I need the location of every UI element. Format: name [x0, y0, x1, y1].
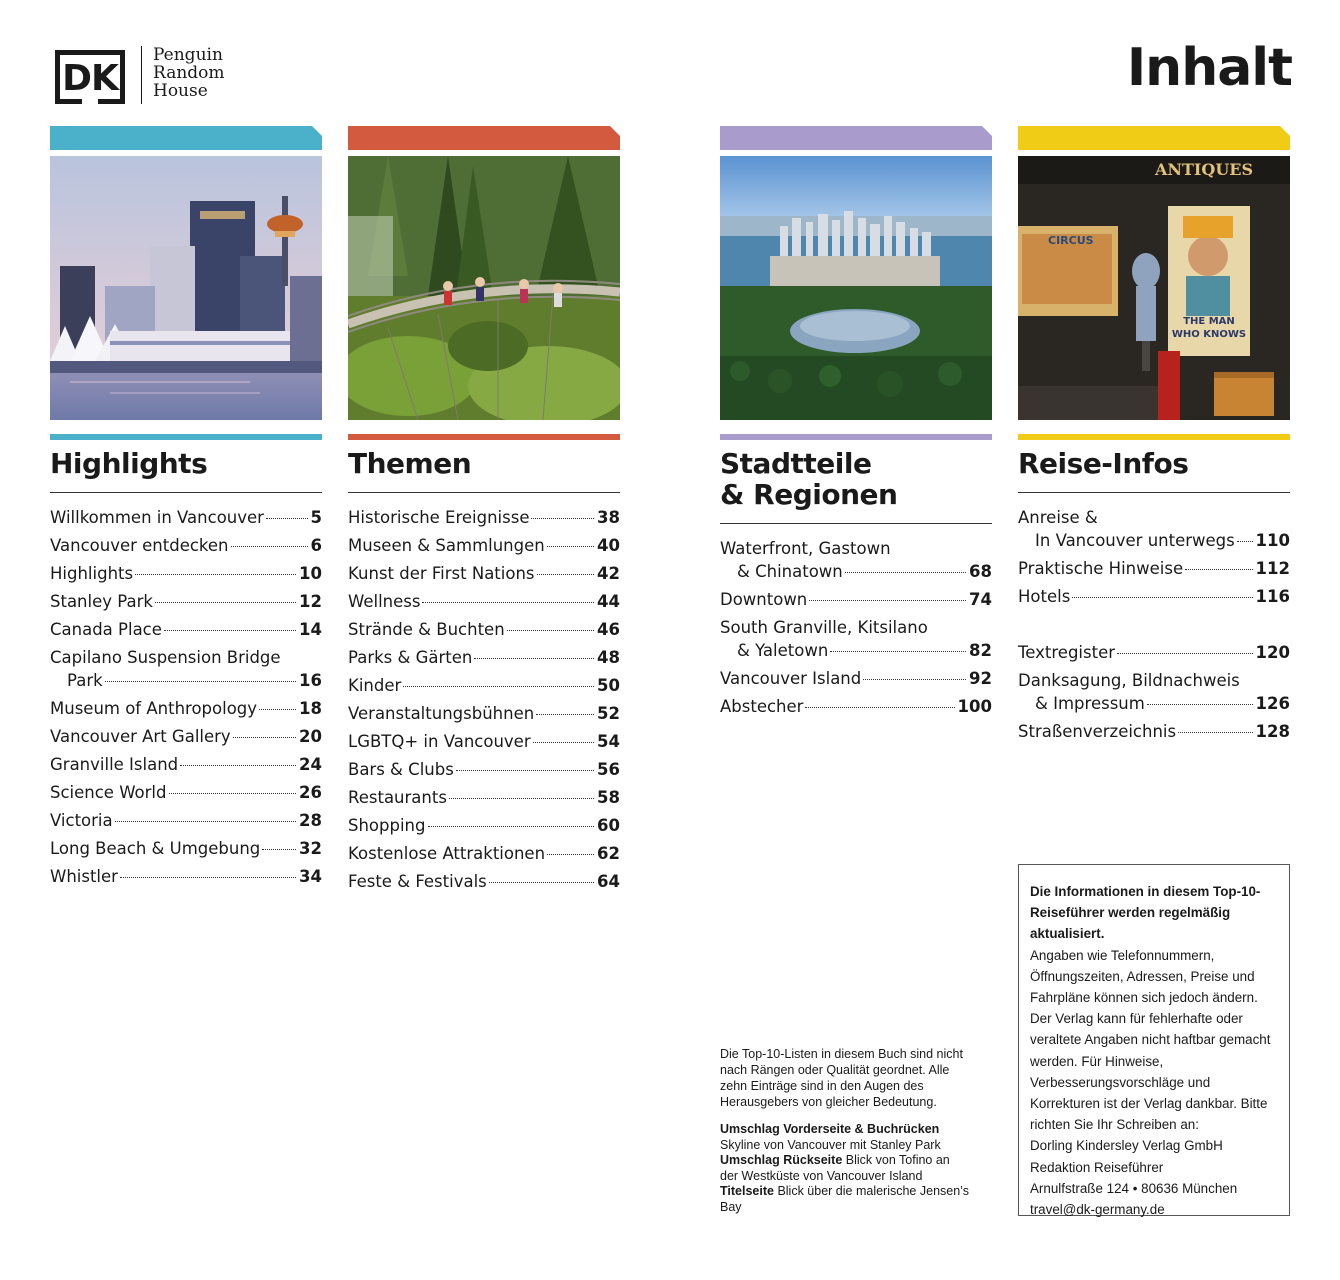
toc-entry-page: 5: [310, 508, 322, 527]
toc-list: [348, 506, 620, 893]
toc-entry[interactable]: [348, 870, 620, 893]
toc-entry-label: Danksagung, Bildnachweis: [1018, 671, 1240, 690]
toc-entry-page: 40: [597, 536, 620, 555]
toc-entry-label: Kinder: [348, 676, 402, 695]
toc-entry[interactable]: [348, 814, 620, 837]
toc-list: [1018, 506, 1290, 743]
toc-entry[interactable]: [1018, 557, 1290, 580]
toc-entry-page: 64: [597, 872, 620, 891]
toc-entry-page: 48: [597, 648, 620, 667]
toc-entry-label: Abstecher: [720, 697, 804, 716]
toc-entry-page: 58: [597, 788, 620, 807]
section-reise-infos: [1018, 126, 1290, 748]
toc-entry[interactable]: [1018, 585, 1290, 608]
toc-entry-label: Shopping: [348, 816, 426, 835]
section-heading-line: & Regionen: [720, 478, 898, 511]
toc-entry-page: 50: [597, 676, 620, 695]
toc-entry-page: 16: [299, 671, 322, 690]
section-color-bar: [720, 434, 992, 440]
toc-entry-page: 12: [299, 592, 322, 611]
suspension-bridge-forest-photo: [348, 156, 620, 420]
toc-entry-page: 92: [969, 669, 992, 688]
toc-entry-page: 38: [597, 508, 620, 527]
toc-entry-label-cont: & Yaletown: [737, 641, 829, 660]
toc-entry-label: Textregister: [1018, 643, 1116, 662]
section-heading-line: Reise-Infos: [1018, 447, 1189, 480]
toc-entry[interactable]: [50, 725, 322, 748]
section-heading-line: Stadtteile: [720, 447, 872, 480]
toc-entry[interactable]: [720, 695, 992, 718]
toc-list: [720, 537, 992, 718]
shop-sign-text: ANTIQUES: [1154, 160, 1254, 179]
toc-entry[interactable]: [50, 506, 322, 529]
section-stadtteile: [720, 126, 992, 723]
dk-logo-box: [55, 50, 125, 104]
toc-entry[interactable]: [348, 590, 620, 613]
toc-entry-page: 14: [299, 620, 322, 639]
toc-entry[interactable]: [50, 837, 322, 860]
toc-entry-page: 110: [1255, 531, 1290, 550]
section-heading: [50, 448, 322, 479]
section-rule: [720, 523, 992, 524]
toc-entry-page: 126: [1255, 694, 1290, 713]
toc-entry-label: Granville Island: [50, 755, 179, 774]
publisher-name: [153, 46, 225, 100]
toc-entry-page: 32: [299, 839, 322, 858]
toc-entry[interactable]: [720, 537, 992, 583]
toc-entry-label: Feste & Festivals: [348, 872, 487, 891]
toc-entry-label: Praktische Hinweise: [1018, 559, 1184, 578]
credit-title: Umschlag Rückseite: [720, 1153, 843, 1167]
logo-separator: [141, 46, 142, 104]
toc-entry[interactable]: [348, 618, 620, 641]
credit-line: [720, 1153, 970, 1184]
toc-entry-label: Canada Place: [50, 620, 162, 639]
toc-entry[interactable]: [1018, 669, 1290, 715]
address-line: Arnulfstraße 124 • 80636 München: [1030, 1180, 1238, 1196]
toc-entry[interactable]: [720, 667, 992, 690]
section-heading: [348, 448, 620, 479]
toc-entry[interactable]: [1018, 641, 1290, 664]
toc-list: [50, 506, 322, 888]
publisher-line: Random: [153, 63, 225, 83]
section-rule: [1018, 492, 1290, 493]
toc-entry[interactable]: [50, 590, 322, 613]
toc-entry-page: 82: [969, 641, 992, 660]
poster-text-line: WHO KNOWS: [1171, 329, 1247, 340]
toc-entry-page: 28: [299, 811, 322, 830]
dk-logo: [55, 46, 245, 108]
toc-entry-label: Straßenverzeichnis: [1018, 722, 1177, 741]
toc-entry[interactable]: [348, 534, 620, 557]
section-heading-line: Highlights: [50, 447, 208, 480]
toc-entry-label: Bars & Clubs: [348, 760, 454, 779]
info-box-intro: Die Informationen in diesem Top-10-Reiseführer werden regelmäßig aktualisiert.: [1030, 884, 1261, 942]
toc-entry[interactable]: [50, 697, 322, 720]
toc-entry[interactable]: [1018, 720, 1290, 743]
toc-entry[interactable]: [348, 674, 620, 697]
toc-entry-label-cont: & Impressum: [1035, 694, 1145, 713]
section-rule: [348, 492, 620, 493]
toc-entry-page: 44: [597, 592, 620, 611]
toc-entry-page: 6: [310, 536, 322, 555]
address-line: Dorling Kindersley Verlag GmbH: [1030, 1138, 1223, 1154]
section-rule: [50, 492, 322, 493]
toc-entry-page: 128: [1255, 722, 1290, 741]
toc-entry[interactable]: [348, 758, 620, 781]
toc-entry[interactable]: [348, 702, 620, 725]
toc-entry-page: 60: [597, 816, 620, 835]
toc-entry-label: Kunst der First Nations: [348, 564, 535, 583]
toc-entry[interactable]: [348, 730, 620, 753]
toc-entry-label: Museum of Anthropology: [50, 699, 258, 718]
toc-entry-label: Long Beach & Umgebung: [50, 839, 261, 858]
credit-title: Umschlag Vorderseite & Buchrücken: [720, 1122, 940, 1136]
toc-entry-label-cont: In Vancouver unterwegs: [1035, 531, 1235, 550]
toc-entry-label: Strände & Buchten: [348, 620, 505, 639]
circus-poster-text: CIRCUS: [1048, 234, 1094, 247]
toc-entry-label: Vancouver Island: [720, 669, 862, 688]
toc-entry-label: Whistler: [50, 867, 118, 886]
toc-entry-label: Hotels: [1018, 587, 1071, 606]
toc-entry[interactable]: [348, 506, 620, 529]
toc-entry-page: 10: [299, 564, 322, 583]
toc-entry-page: 56: [597, 760, 620, 779]
section-color-tab: [1018, 126, 1290, 150]
toc-entry[interactable]: [50, 618, 322, 641]
toc-entry-label: Parks & Gärten: [348, 648, 473, 667]
section-color-bar: [1018, 434, 1290, 440]
toc-entry-page: 26: [299, 783, 322, 802]
toc-entry[interactable]: [348, 842, 620, 865]
toc-entry-label: Vancouver entdecken: [50, 536, 229, 555]
section-highlights: [50, 126, 322, 893]
toc-entry-label: Vancouver Art Gallery: [50, 727, 231, 746]
toc-entry-label: Restaurants: [348, 788, 447, 807]
toc-entry[interactable]: [348, 646, 620, 669]
credit-text: Blick über die malerische Jensen’s Bay: [720, 1184, 969, 1214]
toc-entry-label: LGBTQ+ in Vancouver: [348, 732, 531, 751]
section-color-bar: [50, 434, 322, 440]
address-line: Redaktion Reiseführer: [1030, 1159, 1164, 1175]
ranking-note: Die Top-10-Listen in diesem Buch sind nicht nach Rängen oder Qualität geordnet. Alle zehn Einträge sind in den Augen des Herausgebers von gleicher Bedeutung.: [720, 1047, 963, 1109]
credit-line: [720, 1122, 970, 1153]
toc-entry-label: Waterfront, Gastown: [720, 539, 891, 558]
toc-entry-page: 54: [597, 732, 620, 751]
toc-entry-page: 62: [597, 844, 620, 863]
toc-entry-page: 112: [1255, 559, 1290, 578]
section-color-tab: [50, 126, 322, 150]
toc-entry[interactable]: [348, 786, 620, 809]
vancouver-skyline-photo: [50, 156, 322, 420]
toc-entry[interactable]: [50, 646, 322, 692]
toc-entry[interactable]: [720, 588, 992, 611]
publisher-line: Penguin: [153, 45, 223, 65]
section-heading-line: Themen: [348, 447, 472, 480]
toc-entry-page: 24: [299, 755, 322, 774]
toc-entry[interactable]: [50, 809, 322, 832]
toc-entry-label: Veranstaltungsbühnen: [348, 704, 535, 723]
toc-entry-label-cont: & Chinatown: [737, 562, 843, 581]
toc-entry-label: Capilano Suspension Bridge: [50, 648, 281, 667]
section-heading: [1018, 448, 1290, 479]
toc-entry-label: Victoria: [50, 811, 113, 830]
toc-entry-page: 120: [1255, 643, 1290, 662]
publisher-line: House: [153, 81, 208, 101]
info-box: [1018, 864, 1290, 1216]
contact-email[interactable]: travel@dk-germany.de: [1030, 1202, 1165, 1218]
toc-entry-page: 42: [597, 564, 620, 583]
cover-credits: [720, 1122, 970, 1215]
toc-entry-label: Historische Ereignisse: [348, 508, 530, 527]
toc-entry-page: 52: [597, 704, 620, 723]
credit-text: Blick von Tofino an der Westküste von Vancouver Island: [720, 1153, 950, 1183]
toc-entry-label: Willkommen in Vancouver: [50, 508, 264, 527]
toc-entry-label: South Granville, Kitsilano: [720, 618, 928, 637]
toc-entry-page: 100: [957, 697, 992, 716]
notes-block: [720, 1046, 970, 1215]
toc-entry-page: 34: [299, 867, 322, 886]
dk-logo-mark: DK: [62, 58, 118, 99]
toc-entry-label: Downtown: [720, 590, 808, 609]
toc-entry-label: Kostenlose Attraktionen: [348, 844, 546, 863]
toc-entry-label: Museen & Sammlungen: [348, 536, 545, 555]
toc-entry-label: Science World: [50, 783, 167, 802]
toc-entry[interactable]: [50, 562, 322, 585]
toc-entry[interactable]: [720, 616, 992, 662]
credit-text: Skyline von Vancouver mit Stanley Park: [720, 1137, 941, 1152]
toc-entry-page: 20: [299, 727, 322, 746]
toc-entry-label: Anreise &: [1018, 508, 1098, 527]
info-box-body: Angaben wie Telefonnummern, Öffnungszeiten, Adressen, Preise und Fahrpläne können sich jedoch ändern. Der Verlag kann für fehlerhafte oder veraltete Angaben nicht haftbar gemacht werden. Für Hinweise, Verbesserungsvorschläge und Korrekturen ist der Verlag dankbar. Bitte richten Sie Ihr Schreiben an:: [1030, 947, 1271, 1133]
section-color-tab: [720, 126, 992, 150]
toc-entry-label-cont: Park: [67, 671, 103, 690]
toc-entry-page: 74: [969, 590, 992, 609]
toc-entry[interactable]: [348, 562, 620, 585]
section-color-tab: [348, 126, 620, 150]
toc-entry[interactable]: [50, 534, 322, 557]
antiques-shop-window-photo: [1018, 156, 1290, 420]
section-color-bar: [348, 434, 620, 440]
page-title: Inhalt: [1126, 38, 1292, 98]
toc-entry-page: 18: [299, 699, 322, 718]
section-themen: [348, 126, 620, 898]
aerial-city-park-photo: [720, 156, 992, 420]
toc-entry-page: 68: [969, 562, 992, 581]
toc-entry-page: 116: [1255, 587, 1290, 606]
toc-entry-page: 46: [597, 620, 620, 639]
toc-entry[interactable]: [1018, 506, 1290, 552]
toc-entry[interactable]: [50, 865, 322, 888]
toc-entry-label: Highlights: [50, 564, 134, 583]
toc-entry-label: Stanley Park: [50, 592, 153, 611]
poster-text-line: THE MAN: [1183, 316, 1235, 327]
credit-title: Titelseite: [720, 1184, 774, 1198]
toc-entry[interactable]: [50, 781, 322, 804]
toc-entry[interactable]: [50, 753, 322, 776]
credit-line: [720, 1184, 970, 1215]
section-heading: [720, 448, 992, 510]
toc-entry-label: Wellness: [348, 592, 421, 611]
